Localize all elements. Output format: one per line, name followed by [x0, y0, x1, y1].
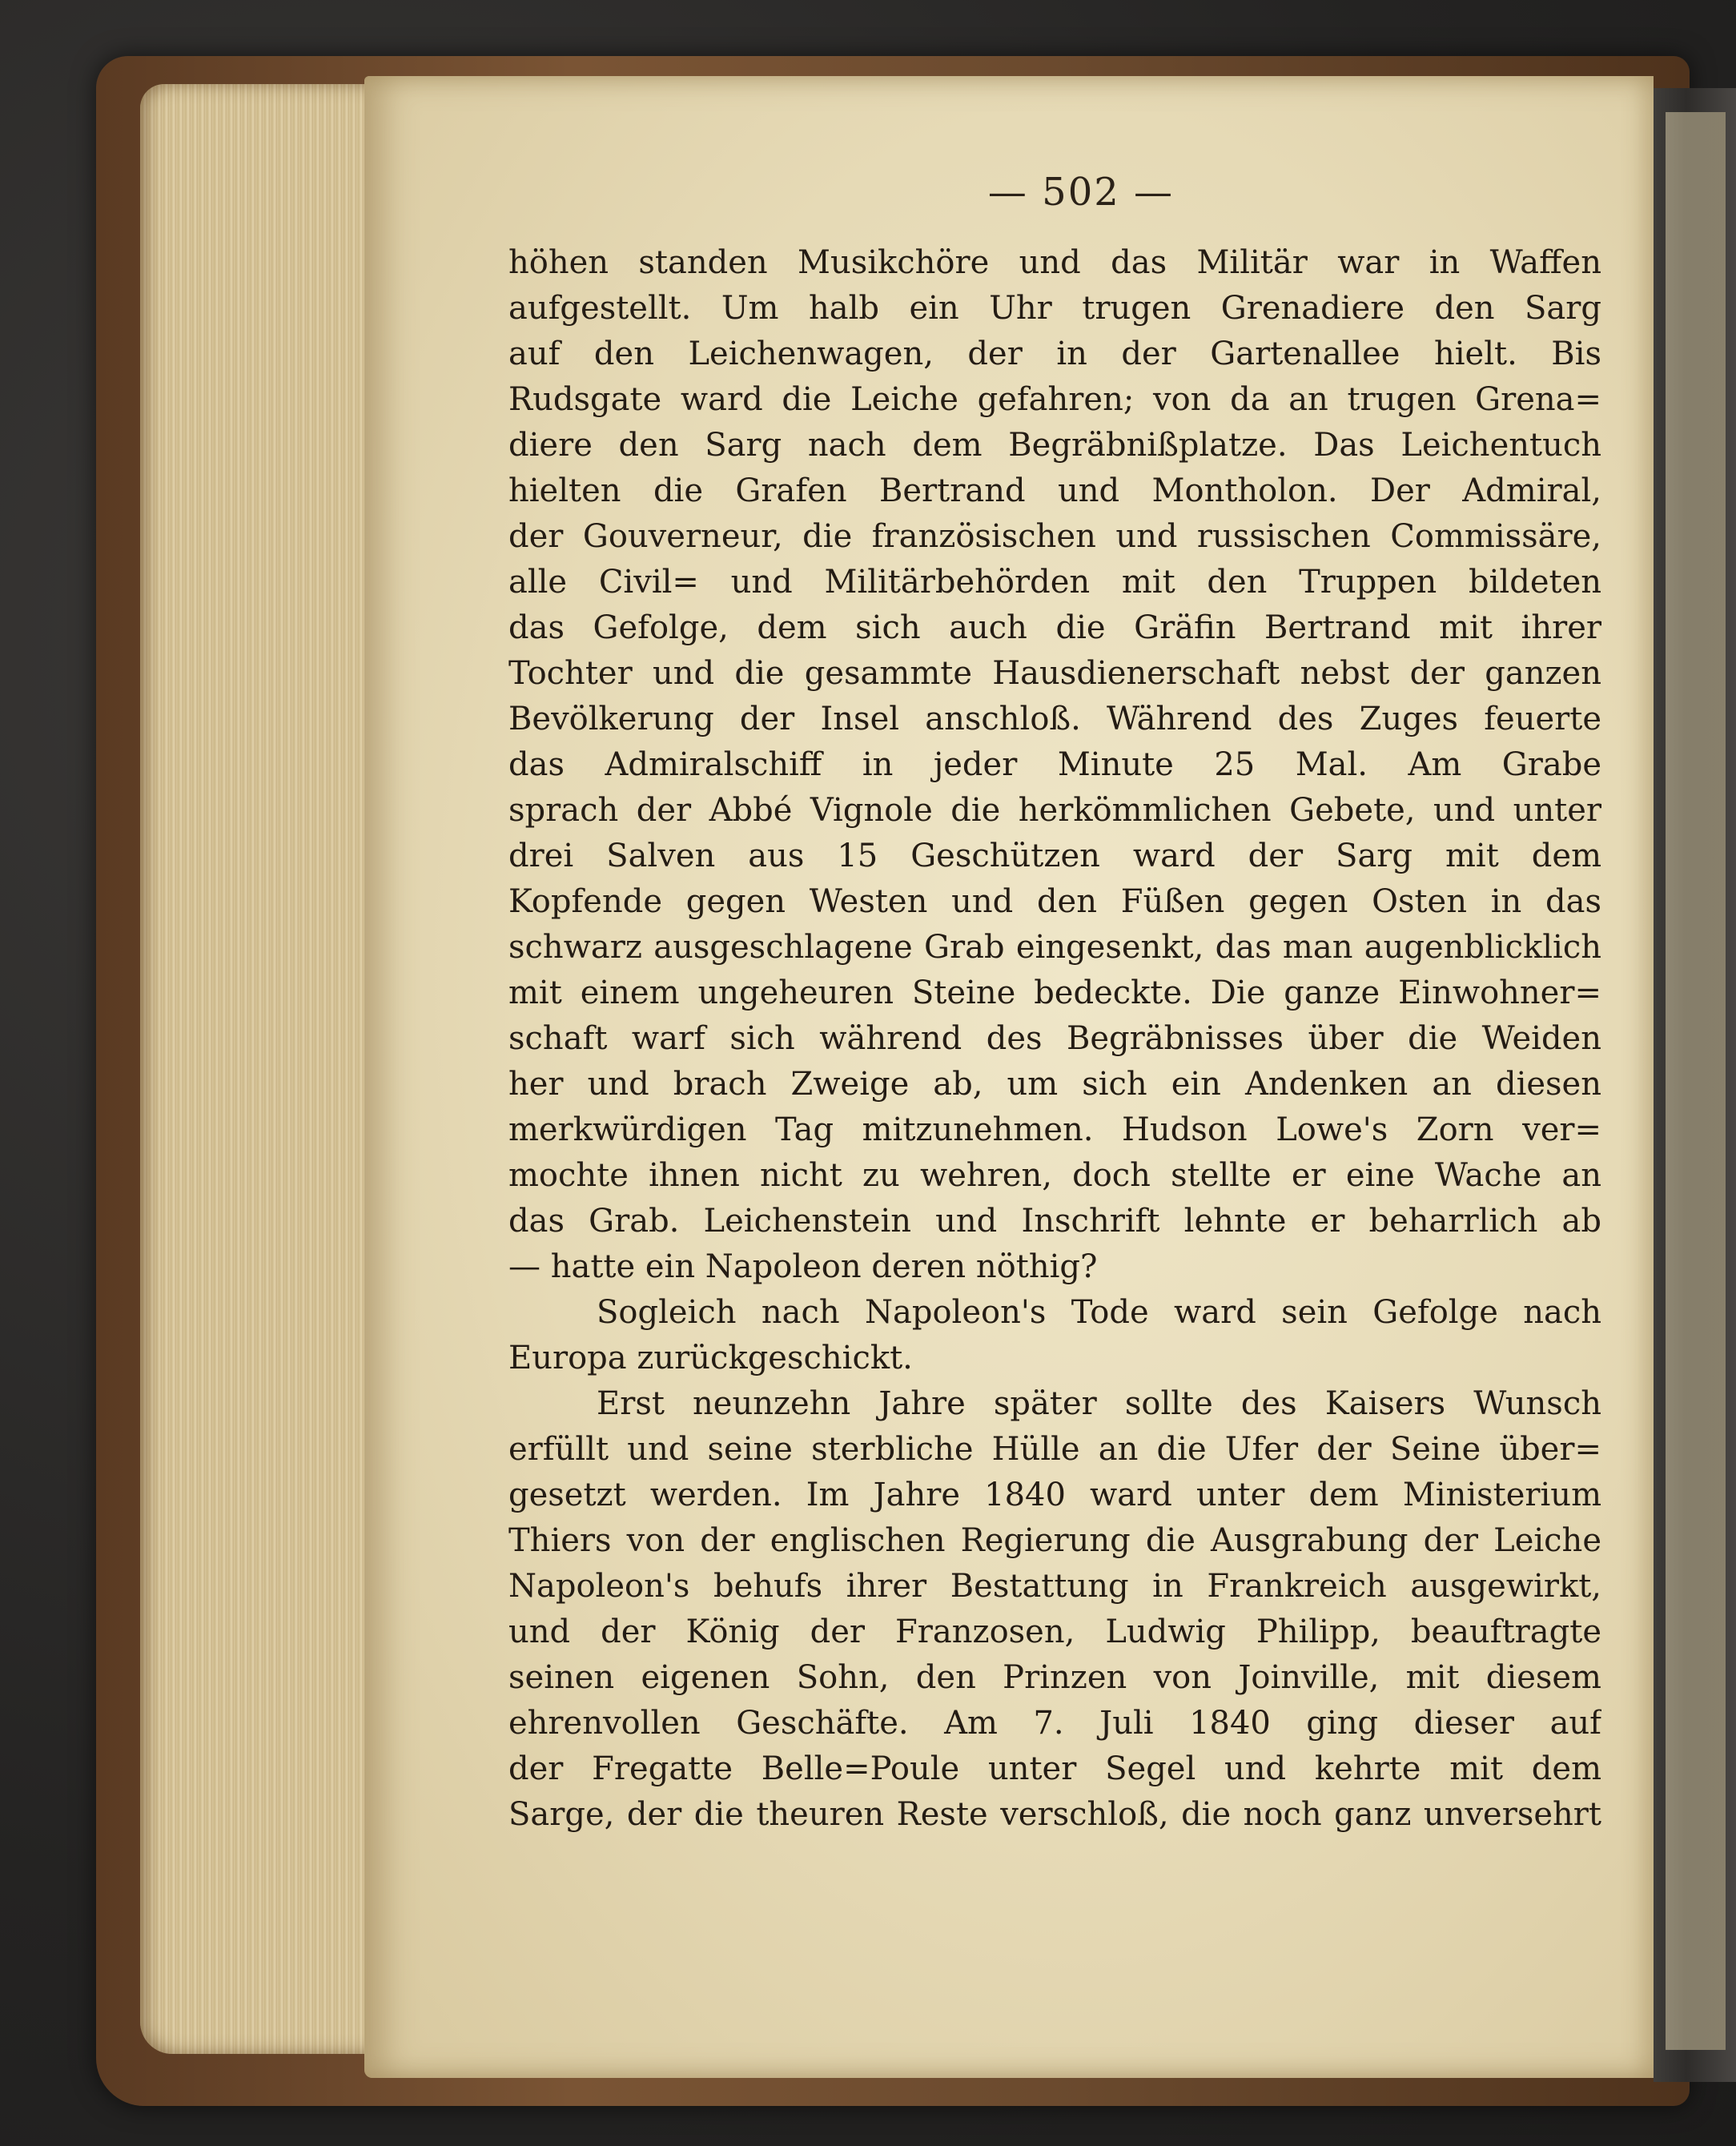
text-line: merkwürdigen Tag mitzunehmen. Hudson Lowe's Zorn ver= [508, 1111, 1601, 1148]
page-text [508, 240, 1601, 1874]
text-line: gesetzt werden. Im Jahre 1840 ward unter dem Ministerium [508, 1477, 1601, 1513]
text-line: auf den Leichenwagen, der in der Gartenallee hielt. Bis [508, 336, 1601, 372]
text-line: und der König der Franzosen, Ludwig Philipp, beauftragte [508, 1614, 1601, 1650]
text-line: diere den Sarg nach dem Begräbnißplatze. Das Leichentuch [508, 427, 1601, 464]
text-line: der Gouverneur, die französischen und russischen Commissäre, [508, 518, 1601, 555]
text-line: Europa zurückgeschickt. [508, 1340, 913, 1376]
adjacent-page-sliver [1666, 112, 1726, 2050]
text-line: Erst neunzehn Jahre später sollte des Kaisers Wunsch [597, 1385, 1601, 1422]
text-line: — hatte ein Napoleon deren nöthig? [508, 1248, 1098, 1285]
text-line: alle Civil= und Militärbehörden mit den Truppen bildeten [508, 564, 1601, 601]
text-line: Sarge, der die theuren Reste verschloß, die noch ganz unversehrt [508, 1796, 1601, 1833]
text-line: schwarz ausgeschlagene Grab eingesenkt, das man augenblicklich [508, 929, 1601, 966]
text-line: schaft warf sich während des Begräbnisses über die Weiden [508, 1020, 1601, 1057]
text-line: Napoleon's behufs ihrer Bestattung in Frankreich ausgewirkt, [508, 1568, 1601, 1605]
text-line: das Admiralschiff in jeder Minute 25 Mal. Am Grabe [508, 746, 1601, 783]
text-line: Sogleich nach Napoleon's Tode ward sein Gefolge nach [597, 1294, 1601, 1331]
text-line: ehrenvollen Geschäfte. Am 7. Juli 1840 ging dieser auf [508, 1705, 1601, 1742]
text-line: Kopfende gegen Westen und den Füßen gegen Osten in das [508, 883, 1601, 920]
text-line: Thiers von der englischen Regierung die Ausgrabung der Leiche [508, 1522, 1601, 1559]
text-line: seinen eigenen Sohn, den Prinzen von Joinville, mit diesem [508, 1659, 1601, 1696]
text-line: mochte ihnen nicht zu wehren, doch stellte er eine Wache an [508, 1157, 1601, 1194]
text-line: drei Salven aus 15 Geschützen ward der Sarg mit dem [508, 838, 1601, 874]
text-line: höhen standen Musikchöre und das Militär war in Waffen [508, 244, 1601, 281]
text-line: der Fregatte Belle=Poule unter Segel und kehrte mit dem [508, 1750, 1601, 1787]
text-line: erfüllt und seine sterbliche Hülle an die Ufer der Seine über= [508, 1431, 1601, 1468]
text-line: hielten die Grafen Bertrand und Montholon. Der Admiral, [508, 472, 1601, 509]
page-number: — 502 — [987, 170, 1175, 215]
text-line: Tochter und die gesammte Hausdienerschaft nebst der ganzen [508, 655, 1601, 692]
text-line: aufgestellt. Um halb ein Uhr trugen Grenadiere den Sarg [508, 290, 1601, 327]
text-line: Rudsgate ward die Leiche gefahren; von da an trugen Grena= [508, 381, 1601, 418]
text-line: her und brach Zweige ab, um sich ein Andenken an diesen [508, 1066, 1601, 1103]
page-edges [140, 84, 380, 2054]
text-line: das Grab. Leichenstein und Inschrift lehnte er beharrlich ab [508, 1203, 1601, 1240]
text-line: sprach der Abbé Vignole die herkömmlichen Gebete, und unter [508, 792, 1601, 829]
text-line: Bevölkerung der Insel anschloß. Während des Zuges feuerte [508, 701, 1601, 737]
text-line: das Gefolge, dem sich auch die Gräfin Bertrand mit ihrer [508, 609, 1601, 646]
text-line: mit einem ungeheuren Steine bedeckte. Die ganze Einwohner= [508, 975, 1601, 1011]
